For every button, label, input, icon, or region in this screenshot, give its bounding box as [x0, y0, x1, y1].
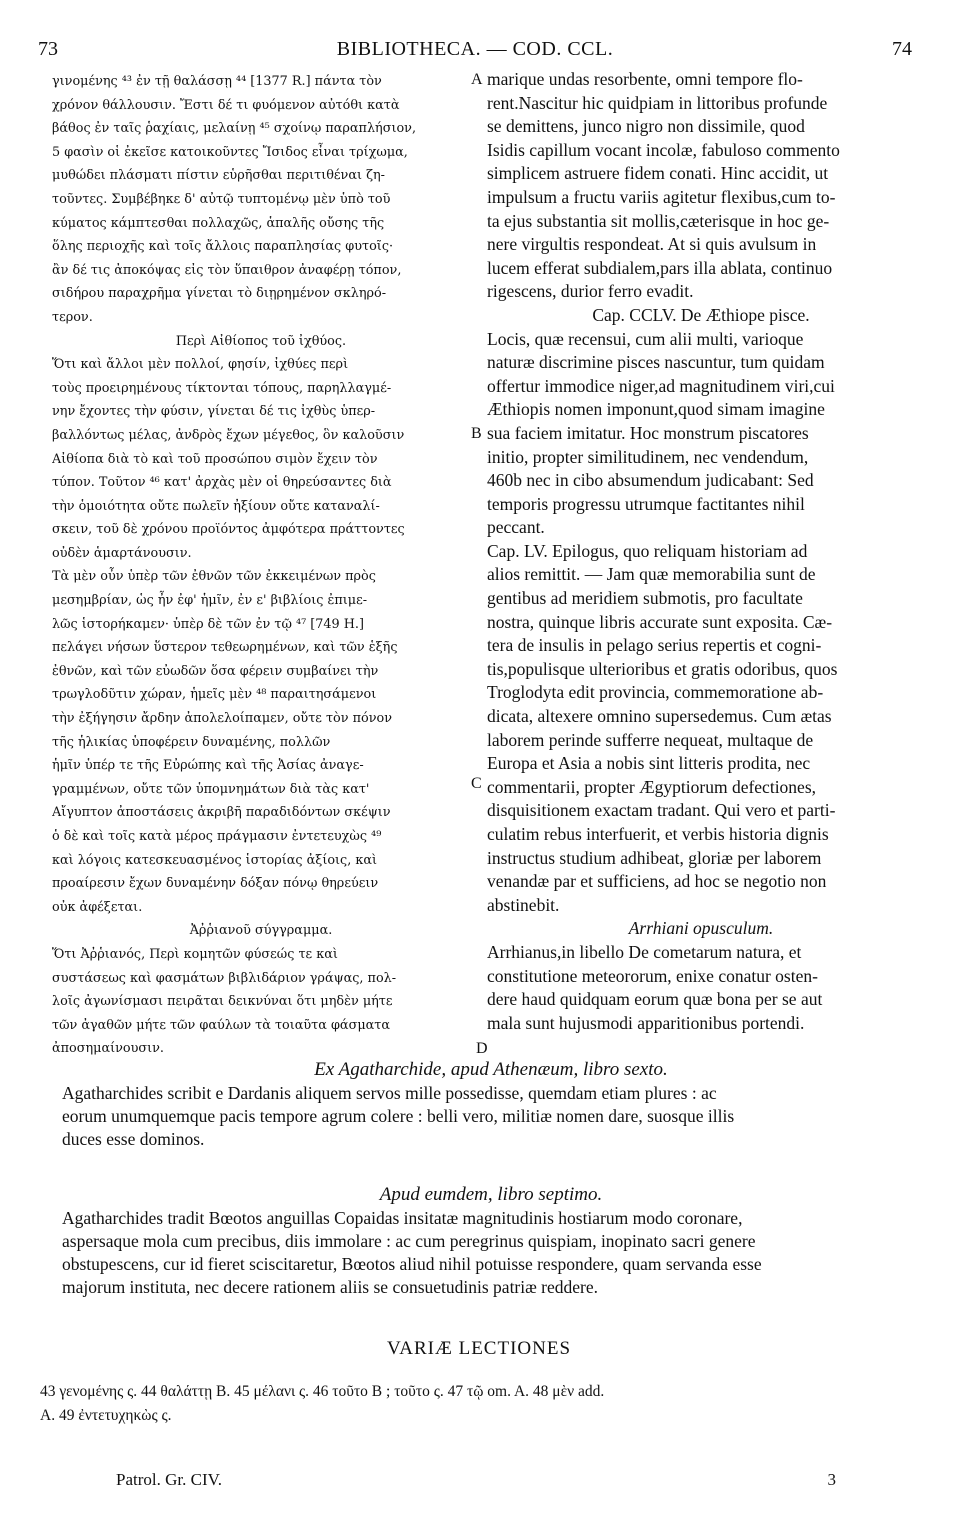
latin-line: Europa et Asia a nobis sint litteris prodita, nec	[487, 753, 811, 774]
agatharchides-line: eorum unumquemque pacis tempore agrum colere : belli vero, militiæ nomen dare, suosque illis	[62, 1106, 735, 1126]
greek-line: οὐκ ἀφέξεται.	[52, 899, 143, 915]
greek-line: Περὶ Αἰθίοπος τοῦ ἰχθύος.	[175, 333, 347, 349]
latin-line: 460b nec in cibo absumendum judicabant: Sed	[487, 470, 814, 491]
greek-line: τῶν ἀγαθῶν μήτε τῶν φαύλων τὰ τοιαῦτα φάσματα	[52, 1017, 390, 1033]
greek-line: καὶ λόγοις κατεσκευασμένος ἱστορίας ἀξίοις, καὶ	[52, 852, 378, 868]
latin-line: abstinebit.	[487, 894, 560, 915]
latin-line: alios remittit. — Jam quæ memorabilia sunt de	[487, 564, 816, 585]
variae-lectiones	[40, 1380, 920, 1427]
greek-line: τῆς ἡλικίας ὑποφέρειν δυναμένης, πολλῶν	[52, 734, 331, 750]
latin-line: offertur immodice niger,ad magnitudinem viri,cui	[487, 375, 835, 396]
latin-line: Troglodyta edit provincia, commemoratione ab-	[487, 682, 824, 703]
margin-letter-c: C	[471, 775, 482, 792]
greek-line: σιδήρου παραχρῆμα γίνεται τὸ διῃρημένον σκληρό-	[52, 286, 387, 302]
greek-line: Τὰ μὲν οὖν ὑπὲρ τῶν ἐθνῶν τῶν ἐκκειμένων πρὸς	[52, 569, 376, 585]
greek-line: βαλλόντως μέλας, ἀνδρὸς ἔχων μέγεθος, ὃν καλοῦσιν	[52, 427, 405, 443]
greek-line: ἀποσημαίνουσιν.	[52, 1041, 164, 1057]
greek-line: μυθώδει πλάσματι πίστιν εὑρῆσθαι περιτιθέναι ζη-	[52, 168, 385, 184]
latin-line: instructus studium adhibeat, gloriæ per laborem	[487, 847, 822, 868]
agatharchides-line: Agatharchides scribit e Dardanis aliquem servos mille possedisse, quemdam etiam plures : ac	[62, 1083, 717, 1103]
latin-line: rigescens, durior ferro evadit.	[487, 281, 694, 302]
greek-line: τοῦντες. Συμβέβηκε δ' αὐτῷ τυπτομένῳ μὲν ὑπὸ τοῦ	[52, 191, 391, 207]
header-title: BIBLIOTHECA. — COD. CCL.	[336, 38, 614, 60]
latin-line: tis,populisque ulterioribus et gratis odoribus, quos	[487, 658, 838, 679]
greek-line: γραμμένων, οὔτε τῶν ὑπομνημάτων διὰ τὰς κατ'	[52, 781, 370, 797]
latin-line: laborem perinde sufferre nequeat, multaque de	[487, 729, 814, 750]
latin-line: Cap. LV. Epilogus, quo reliquam historiam ad	[487, 540, 808, 561]
latin-line: disquisitionem exactam tradant. Qui vero et parti-	[487, 800, 836, 821]
greek-line: Αἰθίοπα διὰ τὸ καὶ τοῦ προσώπου σιμὸν ἔχειν τὸν	[52, 451, 378, 467]
latin-line: temporis progressu utrumque factitantes nihil	[487, 493, 805, 514]
running-header	[38, 38, 912, 60]
greek-line: Ὅτι καὶ ἄλλοι μὲν πολλοί, φησίν, ἰχθύες περὶ	[52, 357, 349, 373]
greek-line: 5 φασὶν οἱ ἐκεῖσε κατοικοῦντες Ἴσιδος εἶναι τρίχωμα,	[52, 144, 408, 160]
latin-line: mala sunt hujusmodi apparitionibus portendi.	[487, 1012, 805, 1033]
latin-line: naturæ discrimine pisces nascuntur, tum quidam	[487, 352, 825, 373]
greek-line: λῶς ἱστορήκαμεν· ὑπὲρ δὲ τῶν ἐν τῷ ⁴⁷ [749 H.]	[52, 616, 364, 632]
latin-line: impulsum a fructu variis agitetur flexibus,cum to-	[487, 186, 836, 207]
greek-line: ἐθνῶν, καὶ τῶν εὐωδῶν ὅσα φέρειν συμβαίνει τὴν	[52, 663, 379, 679]
page-number-left: 73	[38, 38, 58, 60]
greek-line: πελάγει νήσων ὕστερον τεθεωρημένων, καὶ τῶν ἑξῆς	[52, 640, 398, 656]
latin-line: ta ejus substantia sit mollis,cæterisque in hoc ge-	[487, 210, 830, 231]
greek-line: κύματος κάμπτεσθαι πολλαχῶς, ἁπαλῆς οὔσης τῆς	[52, 215, 385, 231]
apud-line: majorum instituta, nec decere rationem aliis se consuetudinis patriæ reddere.	[62, 1277, 599, 1297]
greek-line: τοὺς προειρημένους τίκτονται τόπους, παρηλλαγμέ-	[52, 380, 392, 396]
greek-line: τὴν ἐξήγησιν ἄρδην ἀπολελοίπαμεν, οὔτε τὸν πόνον	[52, 711, 392, 727]
latin-line: Arrhianus,in libello De cometarum natura, et	[487, 941, 802, 962]
greek-line: ὅλης περιοχῆς καὶ τοῖς ἄλλοις παραπλησίας φυτοῖς·	[52, 239, 394, 255]
latin-line: se demittens, junco nigro non dissimile, quod	[487, 116, 805, 137]
latin-line: lucem efferat subdialem,pars illa ablata, continuo	[487, 257, 833, 278]
margin-letter-d: D	[476, 1040, 488, 1057]
latin-line: Locis, quæ recensui, cum alii multi, varioque	[487, 328, 804, 349]
greek-line: οὐδὲν ἁμαρτάνουσιν.	[52, 545, 192, 561]
greek-line: Αἴγυπτον ἀποστάσεις ἀκριβῆ παραδιδόντων σκέψιν	[52, 805, 391, 821]
latin-line: commentarii, propter Ægyptiorum defectiones,	[487, 776, 817, 797]
latin-line: nostra, quinque libris accurate sunt exposita. Cæ-	[487, 611, 833, 632]
greek-column	[52, 70, 470, 1061]
greek-line: Ἀῤῥιανοῦ σύγγραμμα.	[189, 923, 333, 939]
agatharchides-title: Ex Agatharchide, apud Athenæum, libro sexto.	[314, 1059, 668, 1080]
greek-line: συστάσεως καὶ φασμάτων βιβλιδάριον γράψας, πολ-	[52, 970, 397, 986]
apud-section	[62, 1183, 920, 1299]
latin-line: Æthiopis nomen imponunt,quod simam imagine	[487, 399, 825, 420]
apud-text	[62, 1207, 920, 1299]
footer-volume: Patrol. Gr. CIV.	[116, 1470, 222, 1489]
latin-line: dere haud quidquam eorum quæ bona per se aut	[487, 989, 823, 1010]
latin-line: nere virgultis respondeat. At si quis avulsum in	[487, 234, 817, 255]
greek-line: λοῖς ἀγωνίσμασι πειρᾶται δεικνύναι ὅτι μηδὲν μήτε	[52, 994, 393, 1010]
margin-letter-b: B	[471, 425, 482, 442]
latin-line: marique undas resorbente, omni tempore flo-	[487, 69, 803, 89]
latin-line: culatim rebus interfuerit, et verbis historia dignis	[487, 824, 829, 844]
greek-line: τύπον. Τοῦτον ⁴⁶ κατ' ἀρχὰς μὲν οἱ θηρεύσαντες διὰ	[52, 475, 392, 491]
agatharchides-line: duces esse dominos.	[62, 1129, 205, 1149]
apud-line: Agatharchides tradit Bœotos anguillas Copaidas insitatæ magnitudinis hostiarum modo coronare,	[62, 1208, 743, 1228]
greek-line: γινομένης ⁴³ ἐν τῇ θαλάσσῃ ⁴⁴ [1377 R.] πάντα τὸν	[52, 74, 382, 89]
greek-line: τερον.	[52, 309, 93, 325]
greek-line: μεσημβρίαν, ὡς ἦν ἐφ' ἡμῖν, ἐν ε' βιβλίοις ἐπιμε-	[52, 593, 368, 609]
greek-line: βάθος ἐν ταῖς ῥαχίαις, μελαίνῃ ⁴⁵ σχοίνῳ παραπλήσιον,	[52, 121, 417, 137]
agatharchides-section	[62, 1058, 920, 1151]
latin-line: venandæ par et sufficiens, ad hoc se negotio non	[487, 871, 827, 892]
greek-line: Ὅτι Ἀῤῥιανός, Περὶ κομητῶν φύσεώς τε καὶ	[52, 946, 338, 962]
greek-line: χρόνον θάλλουσιν. Ἔστι δέ τι φυόμενον αὐτόθι κατὰ	[52, 97, 400, 113]
greek-line: νην ἔχοντες τὴν φύσιν, γίνεται δέ τις ἰχθὺς ὑπερ-	[52, 404, 376, 420]
greek-line: τὴν ὁμοιότητα οὔτε πωλεῖν ἠξίουν οὔτε καταναλί-	[52, 498, 380, 514]
greek-line: προαίρεσιν ἔχων δυναμένην δόξαν πόνῳ θηρεύειν	[52, 876, 379, 892]
latin-column	[487, 68, 915, 1035]
greek-line: τρωγλοδῦτιν χώραν, ἡμεῖς μὲν ⁴⁸ παραιτησάμενοι	[52, 687, 377, 703]
agatharchides-text	[62, 1082, 920, 1151]
latin-line: dicata, altexere omnino supersedemus. Cum ætas	[487, 706, 832, 727]
variant-line: A. 49 ἐντετυχηκὼς ς.	[40, 1406, 172, 1424]
latin-line: Cap. CCLV. De Æthiope pisce.	[592, 304, 810, 325]
page-number-right: 74	[892, 38, 912, 60]
apud-line: obstupescens, cur id fieret sciscitaretur, Bœotos aliud nihil potuisse respondere, quam servanda esse	[62, 1254, 762, 1274]
greek-line: ἂν δέ τις ἀποκόψας εἰς τὸν ὕπαιθρον ἀναφέρῃ τόπον,	[52, 262, 402, 278]
greek-line: ὁ δὲ καὶ τοῖς κατὰ μέρος πράγμασιν ἐντετευχὼς ⁴⁹	[52, 829, 382, 844]
latin-line: constitutione meteororum, enixe conatur osten-	[487, 965, 818, 986]
apud-line: aspersaque mola cum precibus, diis immolare : ac cum peregrinus quispiam, inopinato sacri genere	[62, 1231, 756, 1251]
apud-title: Apud eumdem, libro septimo.	[379, 1184, 603, 1205]
latin-line: simplicem astruere fidem conati. Hinc accidit, ut	[487, 163, 829, 184]
latin-line: Isidis capillum vocant incolæ, fabuloso commento	[487, 139, 840, 160]
latin-line: Arrhiani opusculum.	[628, 918, 774, 939]
variae-lectiones-title: VARIÆ LECTIONES	[386, 1338, 572, 1359]
latin-line: initio, propter similitudinem, nec vendendum,	[487, 446, 809, 467]
greek-line: ἡμῖν ὑπέρ τε τῆς Εὐρώπης καὶ τῆς Ἀσίας ἀναγε-	[52, 758, 364, 774]
latin-line: gentibus ad meridiem submotis, pro facultate	[487, 588, 803, 609]
margin-letter-a: A	[471, 71, 483, 88]
latin-line: peccant.	[487, 517, 545, 538]
latin-line: tera de insulis in pelago serius repertis et cogni-	[487, 635, 822, 656]
greek-line: σκειν, τοῦ δὲ χρόνου προϊόντος ἀμφότερα πράττοντες	[52, 522, 405, 538]
latin-line: rent.Nascitur hic quidpiam in littoribus profunde	[487, 92, 828, 113]
variant-line: 43 γενομένης ς. 44 θαλάττῃ B. 45 μέλανι ς. 46 τοῦτο B ; τοῦτο ς. 47 τῷ om. A. 48 μὲν add.	[40, 1383, 605, 1400]
latin-line: sua faciem imitatur. Hoc monstrum piscatores	[487, 422, 809, 443]
footer-signature: 3	[827, 1470, 836, 1489]
